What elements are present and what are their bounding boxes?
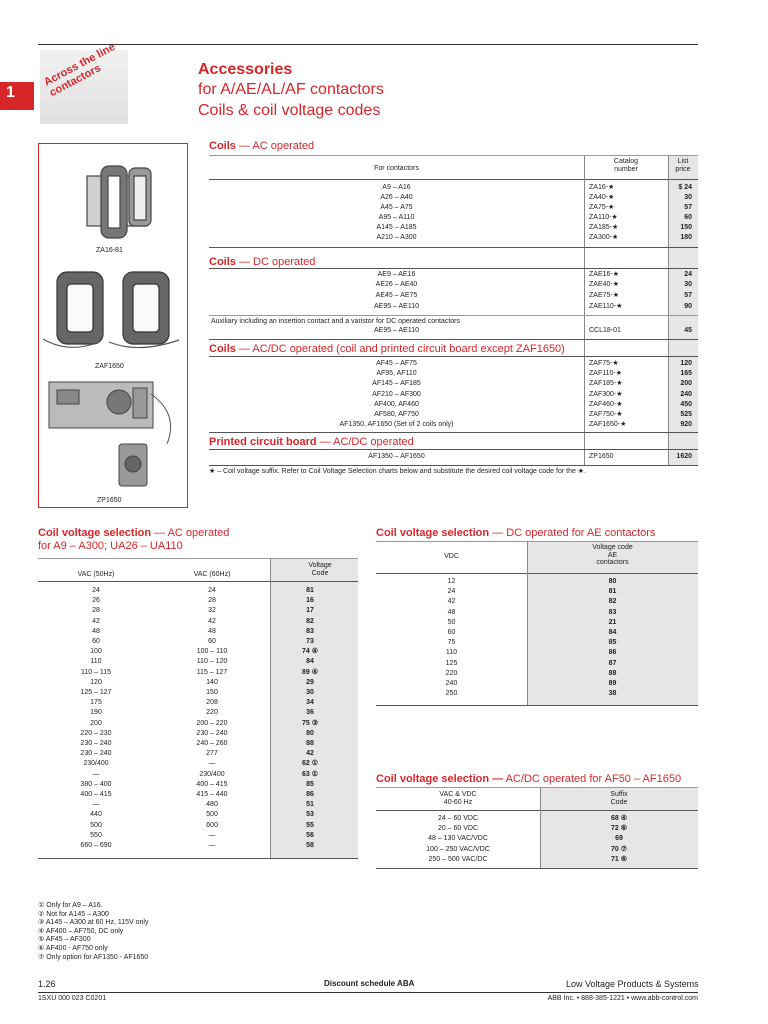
header-list-price: List price	[675, 158, 691, 173]
ac-bottom-rule	[209, 247, 698, 248]
table-row: ZA300-★	[589, 234, 619, 241]
table-cell-vac60: 48	[208, 627, 216, 635]
table-cell-vac50: 400 – 415	[80, 791, 112, 798]
header-top-rule	[209, 155, 698, 156]
table-row: A210 – A300	[376, 234, 417, 241]
zp1650-board-icon	[49, 382, 171, 486]
table-cell-vdc: 240	[445, 680, 458, 687]
table-cell-vac50: 440	[90, 811, 102, 819]
table-cell-code: 89 ④	[301, 668, 318, 676]
table-row: 30	[684, 281, 692, 288]
table-cell-vac60: 42	[208, 617, 216, 625]
table-cell-code: 83	[306, 627, 314, 635]
header-bottom-rule	[209, 179, 698, 180]
doc-code: 1SXU 000 023 C0201	[38, 995, 107, 1002]
vs-dc-header-rule	[376, 573, 698, 574]
vs-dc-h1: VDC	[444, 553, 459, 560]
table-cell-vdc: 75	[447, 639, 456, 647]
table-cell-code: 83	[608, 608, 617, 616]
table-cell-vac50: 660 – 690	[80, 842, 112, 849]
table-cell-code: 85	[306, 780, 314, 788]
table-cell-vac50: 110	[90, 658, 102, 666]
table-row: A45 – A75	[380, 204, 413, 211]
table-cell-vac50: 125 – 127	[80, 689, 112, 696]
table-cell-vac60: 480	[206, 801, 218, 809]
table-row: ZA40-★	[589, 194, 615, 201]
star-note: ★ – Coil voltage suffix. Refer to Coil Voltage Selection charts below and substitute the desired coil voltage code for the ★.	[209, 468, 587, 475]
table-cell-code: 85	[608, 639, 617, 647]
table-cell-code: 34	[306, 699, 314, 707]
product-image-panel	[38, 143, 188, 508]
table-cell-vac50: 24	[92, 587, 100, 594]
vs-acdc-bottom-rule	[376, 868, 698, 869]
table-cell-vdc: 48	[447, 608, 456, 616]
table-cell-vac60: 140	[206, 678, 218, 686]
table-cell-vdc: 250	[445, 690, 458, 698]
image-caption-za16: ZA16-81	[96, 247, 123, 254]
table-cell-vac60: 100 – 110	[196, 648, 228, 656]
table-cell-vac60: 150	[206, 689, 218, 696]
table-cell-range: 20 – 60 VDC	[437, 825, 479, 833]
table-row: AE95 – AE110	[373, 303, 420, 310]
table-cell-code: 80	[608, 578, 617, 585]
table-cell-vac60: 28	[208, 597, 216, 605]
table-cell-vac50: 175	[90, 699, 102, 707]
table-cell-vac50: 26	[92, 597, 100, 605]
table-row: 30	[684, 194, 692, 201]
table-row: 165	[680, 370, 692, 377]
table-cell-vdc: 125	[445, 659, 458, 667]
footnote: ④ AF400 – AF750, DC only	[38, 927, 124, 935]
table-row: ZAF110-★	[589, 370, 622, 377]
table-cell-vac50: 380 – 400	[80, 780, 112, 788]
table-cell-vac60: 240 – 260	[196, 740, 228, 747]
acdc-bottom-rule	[209, 432, 698, 433]
table-cell-vdc: 60	[447, 629, 456, 636]
image-caption-zaf1650: ZAF1650	[95, 363, 124, 370]
table-cell-vac60: 24	[208, 587, 216, 594]
table-cell-range: 100 – 250 VAC/VDC	[426, 845, 490, 853]
table-cell-vac50: 42	[92, 617, 100, 625]
table-cell-code: 29	[306, 678, 314, 686]
table-cell-code: 84	[306, 658, 314, 666]
coils-ac-title: Coils	[209, 140, 236, 152]
table-row: ZA16-★	[589, 184, 615, 191]
table-cell-vac50: —	[92, 801, 100, 809]
table-row: A9 – A16	[382, 184, 411, 191]
table-cell-code: 17	[306, 607, 314, 615]
table-row: 920	[680, 421, 692, 428]
table-row: A145 – A185	[376, 224, 417, 231]
pcb-row-contactors: AF1350 – AF1650	[368, 453, 425, 460]
table-row: ZAF750-★	[589, 411, 623, 418]
table-cell-code: 51	[306, 801, 314, 809]
coils-dc-heading	[209, 256, 315, 268]
image-caption-zp1650: ZP1650	[97, 497, 122, 504]
vs-ac-top-rule	[38, 558, 358, 559]
table-cell-vac50: 550	[90, 831, 102, 839]
dc-mid-rule	[209, 315, 698, 316]
table-row: 200	[680, 380, 692, 387]
table-cell-vac50: 110 – 115	[80, 668, 112, 676]
pcb-title-suffix: — AC/DC operated	[316, 436, 414, 448]
table-cell-vac60: 230 – 240	[196, 729, 228, 737]
footnote: ② Not for A145 – A300	[38, 910, 109, 918]
table-cell-code: 82	[306, 617, 314, 625]
table-cell-code: 30	[306, 689, 314, 696]
pcb-title: Printed circuit board	[209, 436, 317, 448]
table-cell-vac60: —	[208, 831, 216, 839]
table-cell-vac50: 190	[90, 709, 102, 717]
header-catalog-number: Catalog number	[613, 158, 639, 173]
table-row: 24	[684, 271, 692, 278]
table-cell-vac60: 277	[206, 750, 218, 758]
table-cell-vac60: 230/400	[199, 770, 225, 778]
table-row: AF145 – AF185	[372, 380, 421, 387]
table-row: AF1350, AF1650 (Set of 2 coils only)	[339, 421, 454, 428]
table-cell-vdc: 110	[445, 649, 458, 657]
vs-ac-title-suffix: — AC operated	[151, 527, 230, 539]
vs-acdc-header-rule	[376, 810, 698, 811]
table-row: 450	[680, 401, 692, 408]
table-row: 120	[680, 360, 692, 367]
vs-ac-bottom-rule	[38, 858, 358, 859]
table-cell-vac50: 120	[90, 678, 102, 686]
page-number: 1.26	[38, 979, 56, 989]
footnotes	[38, 902, 148, 962]
vs-dc-top-rule	[376, 541, 698, 542]
vs-ac-h2: VAC (60Hz)	[193, 571, 231, 578]
table-row: ZAE110-★	[589, 303, 623, 310]
aux-row-contactors: AE95 – AE110	[373, 327, 420, 334]
table-cell-vdc: 42	[447, 598, 456, 606]
page-subtitle-1: for A/AE/AL/AF contactors	[198, 81, 384, 98]
table-cell-vac60: 208	[206, 699, 218, 707]
table-cell-vac50: 48	[92, 627, 100, 635]
table-cell-code: 86	[306, 791, 314, 798]
table-cell-vac50: 230/400	[83, 760, 109, 768]
table-cell-code: 87	[608, 659, 617, 667]
table-cell-vac60: 500	[206, 811, 218, 819]
table-row: 57	[684, 204, 692, 211]
vs-ac-h3: Voltage Code	[308, 562, 332, 577]
vs-acdc-h1: VAC & VDC 40-60 Hz	[439, 791, 477, 806]
vs-ac-title: Coil voltage selection	[38, 527, 152, 539]
table-cell-code: 84	[608, 629, 617, 636]
aux-row-catalog: CCL18-01	[589, 327, 621, 334]
vs-dc-title-suffix: — DC operated for AE contactors	[489, 527, 656, 539]
table-cell-vac60: 115 – 127	[196, 668, 228, 676]
vs-acdc-h2: Suffix Code	[610, 791, 628, 806]
header-for-contactors: For contactors	[374, 165, 419, 172]
vs-ac-header-rule	[38, 581, 358, 582]
table-row: 525	[680, 411, 692, 418]
vs-ac-title-line2: for A9 – A300; UA26 – UA110	[38, 540, 183, 552]
catalog-divider	[584, 155, 585, 465]
table-row: ZA185-★	[589, 224, 619, 231]
table-cell-vac60: 32	[208, 607, 216, 615]
pcb-row-catalog: ZP1650	[589, 453, 614, 460]
page-title: Accessories	[198, 61, 293, 78]
footnote: ⑤ AF45 – AF300	[38, 936, 91, 944]
table-cell-vdc: 12	[447, 578, 456, 585]
table-row: AF400, AF460	[374, 401, 419, 408]
table-row: ZAE40-★	[589, 281, 620, 288]
pcb-row-price: 1620	[676, 453, 692, 460]
table-row: 180	[680, 234, 692, 241]
coils-dc-title: Coils	[209, 256, 236, 268]
table-cell-vac60: 400 – 415	[196, 780, 228, 788]
table-cell-vac50: 220 – 230	[80, 729, 112, 737]
table-cell-code: 21	[608, 618, 617, 626]
table-cell-code: 69	[615, 835, 623, 843]
table-cell-vac60: —	[208, 842, 216, 849]
vs-dc-h2: Voltage code AE contactors	[592, 544, 633, 567]
table-cell-code: 62 ①	[301, 760, 318, 768]
table-row: AE9 – AE16	[377, 271, 416, 278]
table-row: AF210 – AF300	[372, 391, 421, 398]
table-cell-code: 71 ⑥	[610, 855, 627, 863]
table-cell-code: 63 ①	[301, 770, 318, 778]
footer-rule	[38, 992, 698, 993]
table-row: 57	[684, 292, 692, 299]
table-cell-code: 72 ⑥	[610, 825, 627, 833]
table-row: ZA75-★	[589, 204, 615, 211]
vs-acdc-title-suffix: AC/DC operated for AF50 – AF1650	[503, 773, 682, 785]
vs-ac-heading	[38, 527, 229, 553]
table-row: ZAF185-★	[589, 380, 623, 387]
table-row: AF580, AF750	[374, 411, 419, 418]
table-cell-vac60: 110 – 120	[196, 658, 228, 666]
table-cell-code: 56	[306, 831, 314, 839]
aux-note: Auxiliary including an insertion contact and a varistor for DC operated contactors	[211, 318, 461, 325]
footnote: ③ A145 – A300 at 60 Hz, 115V only	[38, 919, 149, 927]
footnote: ① Only for A9 – A16.	[38, 902, 103, 909]
table-cell-code: 89	[608, 680, 617, 687]
table-row: 60	[684, 214, 692, 221]
table-cell-vac50: 60	[92, 638, 100, 645]
vs-ac-h1: VAC (50Hz)	[77, 571, 115, 578]
pcb-bottom-rule	[209, 465, 698, 466]
table-cell-vac60: 200 – 220	[196, 719, 228, 727]
table-cell-code: 88	[306, 740, 314, 747]
table-cell-vac50: 230 – 240	[80, 740, 112, 747]
table-cell-vac50: 100	[90, 648, 102, 656]
table-cell-code: 55	[306, 821, 314, 829]
table-cell-vac50: 200	[90, 719, 102, 727]
zaf1650-coil-icon	[43, 272, 179, 348]
table-cell-code: 74 ④	[301, 648, 318, 656]
table-cell-code: 58	[306, 842, 314, 849]
table-cell-code: 68 ④	[610, 815, 627, 822]
table-row: ZAF300-★	[589, 391, 623, 398]
table-cell-vac50: 28	[92, 607, 100, 615]
table-cell-code: 80	[306, 729, 314, 737]
table-row: ZAE75-★	[589, 292, 620, 299]
table-cell-range: 24 – 60 VDC	[437, 815, 479, 822]
top-rule	[38, 44, 698, 45]
table-row: 90	[684, 303, 692, 310]
vs-dc-heading	[376, 527, 655, 539]
table-row: 150	[680, 224, 692, 231]
table-cell-vac50: 230 – 240	[80, 750, 112, 758]
table-cell-code: 53	[306, 811, 314, 819]
footnote: ⑦ Only option for AF1350 - AF1650	[38, 953, 149, 961]
table-cell-vac60: —	[208, 760, 216, 768]
vs-dc-title: Coil voltage selection	[376, 527, 490, 539]
table-row: ZAF460-★	[589, 401, 623, 408]
table-cell-code: 82	[608, 598, 617, 606]
section-tab-label: Across the line contactors	[42, 40, 118, 100]
table-cell-code: 81	[608, 588, 617, 596]
contact-line: ABB Inc. • 888-385-1221 • www.abb-control.com	[547, 995, 698, 1002]
table-row: ZAF75-★	[589, 360, 619, 367]
table-row: ZA110-★	[589, 214, 618, 221]
table-cell-code: 73	[306, 638, 314, 645]
table-cell-code: 81	[306, 587, 314, 594]
coil-illustrations	[39, 144, 187, 507]
section-number: 1	[6, 84, 15, 101]
table-cell-vac60: 415 – 440	[196, 791, 228, 798]
coils-ac-title-suffix: — AC operated	[235, 140, 315, 152]
footnote: ⑥ AF400 - AF750 only	[38, 944, 108, 952]
brand-line: Low Voltage Products & Systems	[566, 979, 699, 989]
table-cell-vac50: 500	[90, 821, 102, 829]
table-cell-code: 16	[306, 597, 314, 605]
page-subtitle-2: Coils & coil voltage codes	[198, 102, 381, 119]
table-cell-vac60: 600	[206, 821, 218, 829]
table-cell-code: 70 ⑦	[610, 845, 627, 853]
pcb-top-rule	[209, 449, 698, 450]
table-cell-vac60: 60	[208, 638, 216, 645]
table-row: A26 – A40	[380, 194, 413, 201]
table-cell-vdc: 24	[447, 588, 456, 596]
table-row: AF95, AF110	[376, 370, 417, 377]
vs-acdc-title: Coil voltage selection —	[376, 773, 504, 785]
dc-top-rule	[209, 268, 698, 269]
table-cell-vdc: 220	[445, 669, 458, 677]
discount-schedule: Discount schedule ABA	[324, 979, 415, 988]
za16-coil-icon	[87, 166, 151, 238]
coils-acdc-title-suffix: — AC/DC operated (coil and printed circuit board except ZAF1650)	[235, 343, 565, 355]
coils-acdc-title: Coils	[209, 343, 236, 355]
table-row: AE45 – AE75	[375, 292, 418, 299]
pcb-heading	[209, 436, 414, 448]
table-cell-code: 42	[306, 750, 314, 758]
coils-dc-title-suffix: — DC operated	[235, 256, 316, 268]
coils-acdc-heading	[209, 343, 565, 355]
coils-ac-heading	[209, 142, 314, 151]
table-cell-code: 88	[608, 669, 617, 677]
table-cell-code: 36	[306, 709, 314, 717]
dc-bottom-rule	[209, 339, 698, 340]
table-row: ZAE16-★	[589, 271, 620, 278]
vs-acdc-heading	[376, 773, 681, 785]
table-cell-range: 250 – 500 VAC/DC	[428, 855, 488, 863]
vs-dc-bottom-rule	[376, 705, 698, 706]
table-row: AE26 – AE40	[375, 281, 418, 288]
table-cell-code: 38	[608, 690, 617, 698]
table-cell-vac60: 220	[206, 709, 218, 717]
table-row: AF45 – AF75	[376, 360, 417, 367]
table-cell-code: 75 ③	[301, 719, 318, 727]
vs-acdc-top-rule	[376, 787, 698, 788]
table-cell-vac50: —	[92, 770, 100, 778]
table-row: A95 – A110	[378, 214, 415, 221]
table-row: $ 24	[678, 184, 692, 191]
table-row: 240	[680, 391, 692, 398]
acdc-top-rule	[209, 356, 698, 357]
table-cell-range: 48 – 130 VAC/VDC	[428, 835, 488, 843]
table-cell-vdc: 50	[447, 618, 456, 626]
table-cell-code: 86	[608, 649, 617, 657]
aux-row-price: 45	[684, 327, 692, 334]
table-row: ZAF1650-★	[589, 421, 627, 428]
